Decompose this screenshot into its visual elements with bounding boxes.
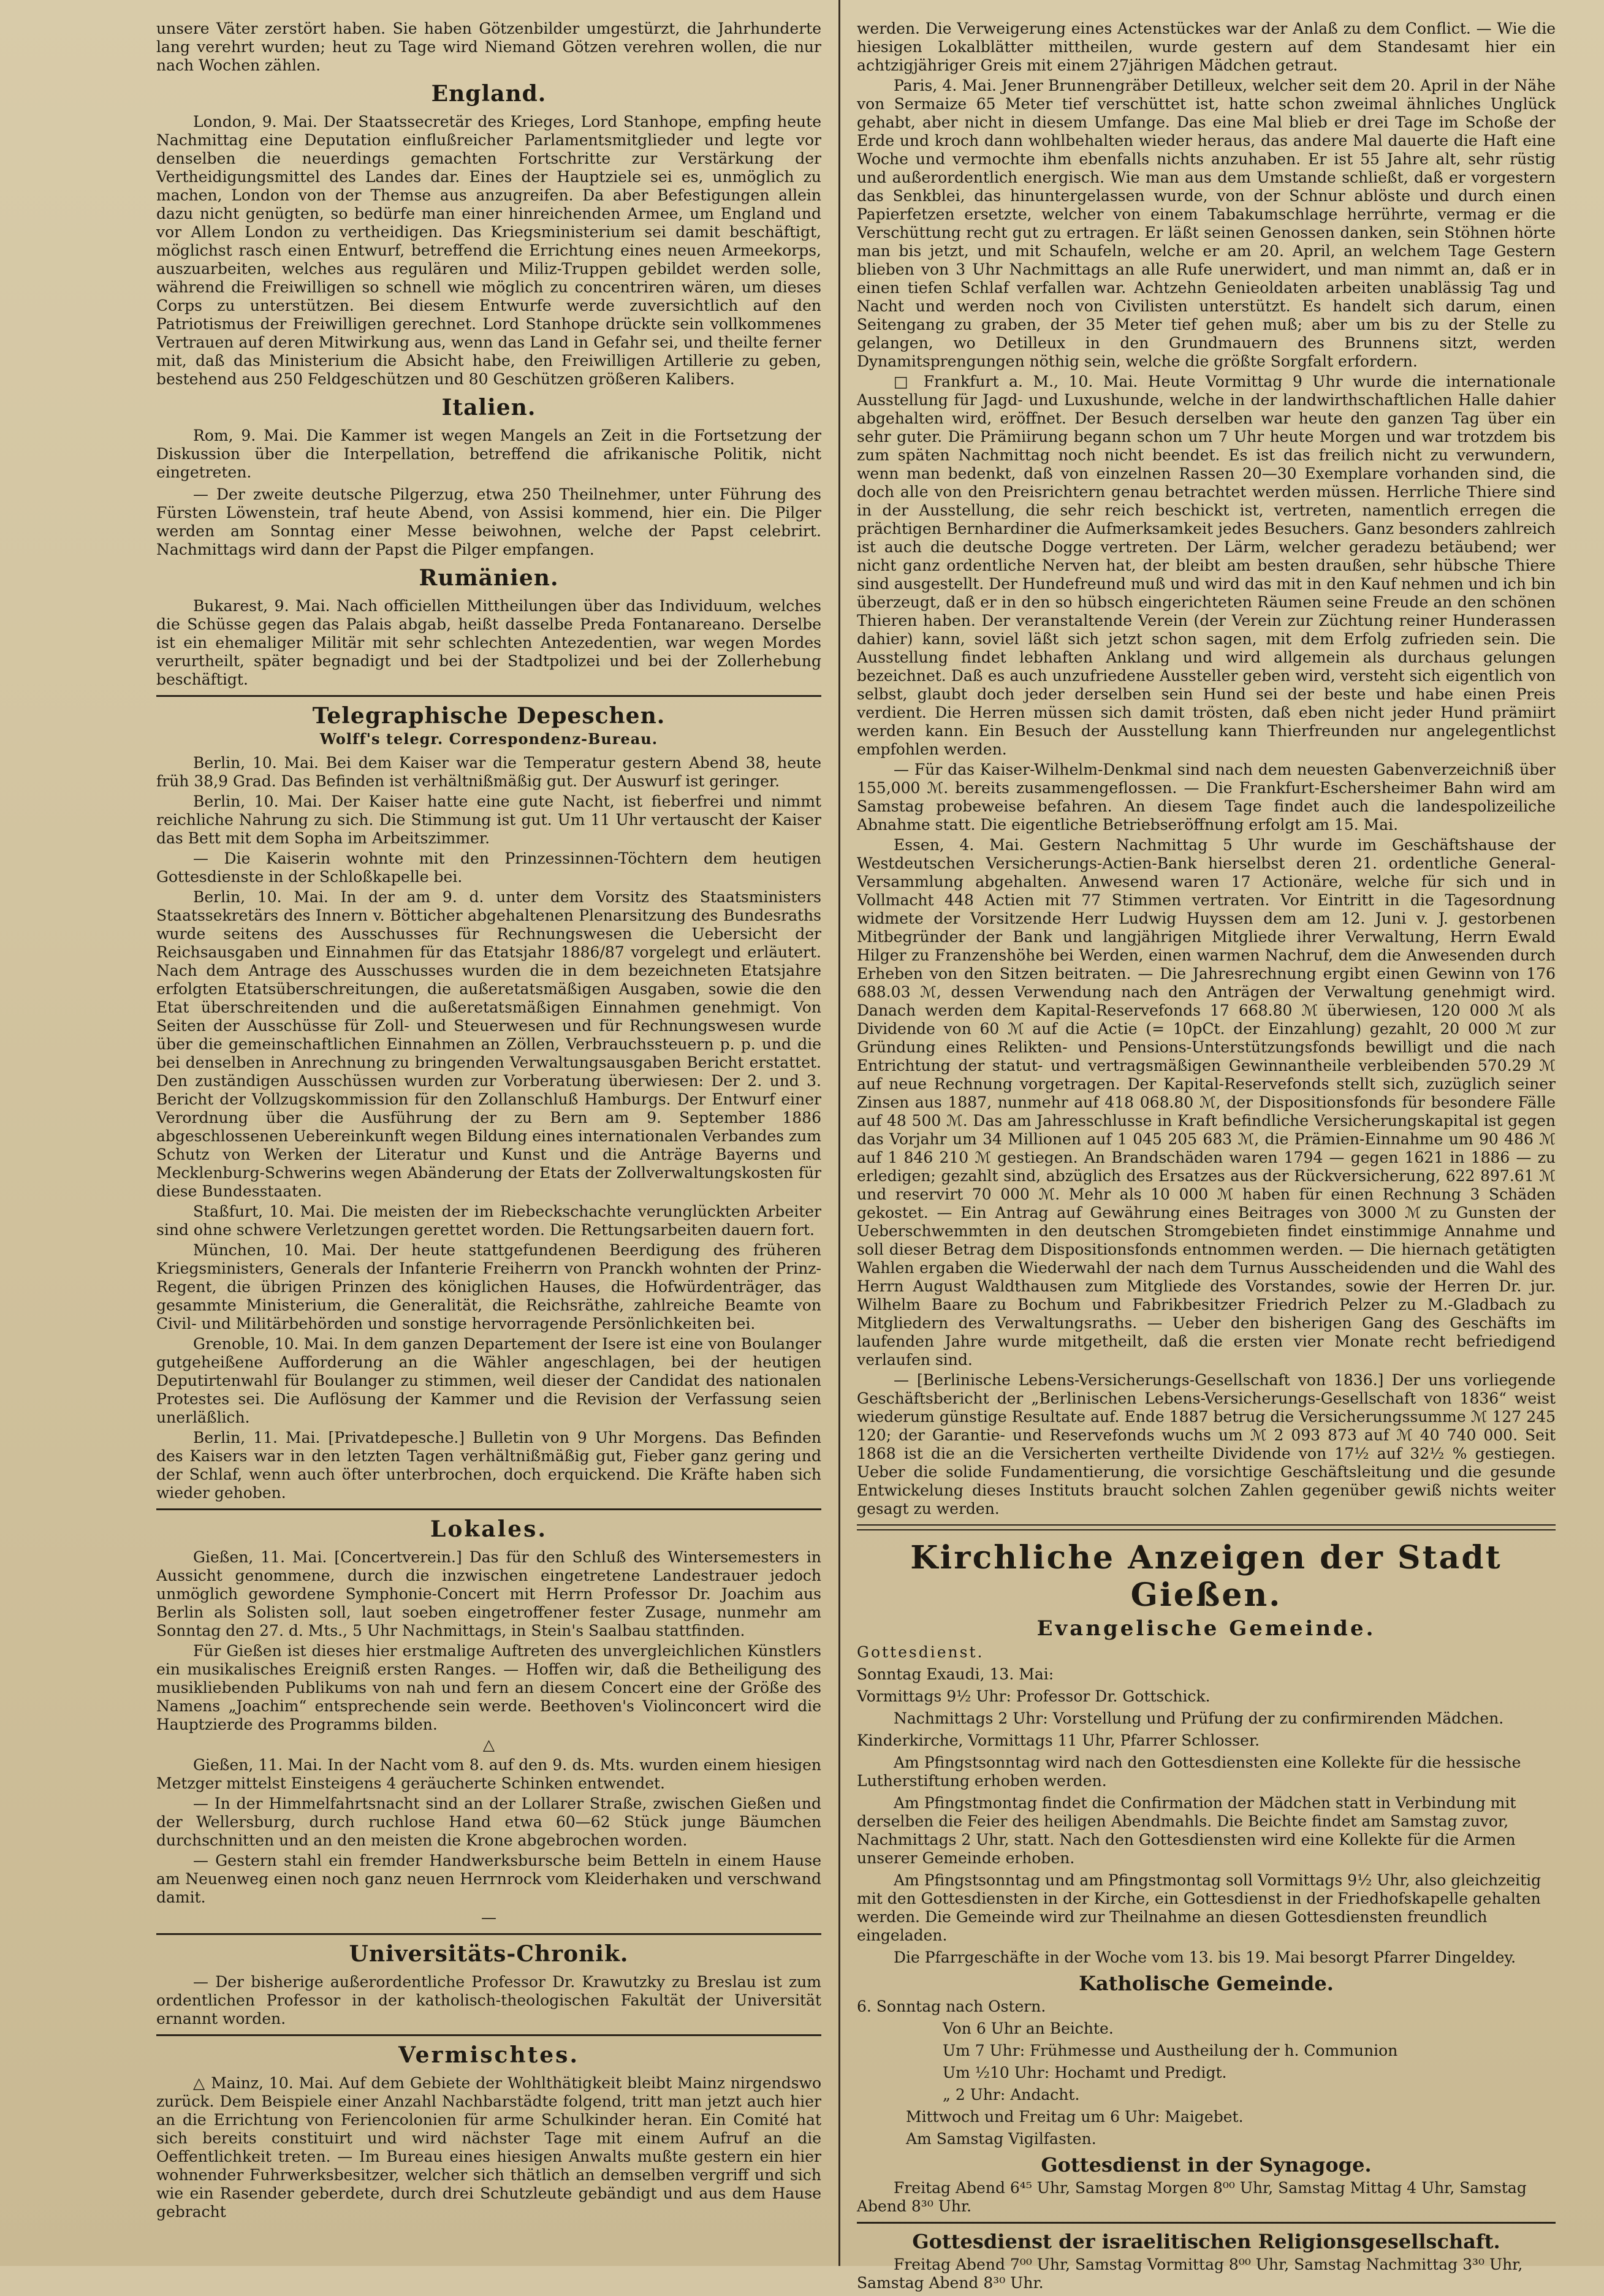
local-article-3: Gießen, 11. Mai. In der Nacht vom 8. auf den 9. ds. Mts. wurden einem hiesigen Metzger mittelst Einsteigens 4 geräucherte Schinken entwendet.: [156, 1756, 821, 1792]
article-denkmal: — Für das Kaiser-Wilhelm-Denkmal sind nach dem neuesten Gabenverzeichniß über 155,000 ℳ. bereits zusammengeflossen. — Die Frankfurt-Eschersheimer Bahn wird am Samstag probeweise befahren. An diesem Tage findet auch die landespolizeiliche Abnahme statt. Die eigentliche Betriebseröffnung erfolgt am 15. Mai.: [857, 761, 1556, 834]
continued-text: werden. Die Verweigerung eines Actenstückes war der Anlaß zu dem Conflict. — Wie die hiesigen Lokalblätter mittheilen, wurde gestern auf dem Standesamt hier ein achtzigjähriger Greis mit einem 27jährigen Mädchen getraut.: [857, 20, 1556, 74]
end-dash: —: [481, 1909, 496, 1926]
kath-line-2: Um 7 Uhr: Frühmesse und Austheilung der h. Communion: [943, 2042, 1398, 2059]
intro-text: unsere Väter zerstört haben. Sie haben Götzenbilder umgestürzt, die Jahrhunderte lang verehrt wurden; heut zu Tage wird Niemand Götzen verehren wollen, die nur nach Wochen zählen.: [156, 20, 821, 74]
telegram-3: — Die Kaiserin wohnte mit den Prinzessinnen-Töchtern dem heutigen Gottesdienste in der Schloßkapelle bei.: [156, 850, 821, 886]
column-divider: [838, 0, 840, 2266]
article-mainz: △ Mainz, 10. Mai. Auf dem Gebiete der Wohlthätigkeit bleibt Mainz nirgendswo zurück. Dem Beispiele einer Anzahl Nachbarstädte folgend, tritt man jetzt auch hier an die Errichtung von Feriencolonien für arme Schulkinder heran. Ein Comité hat sich bereits constituirt und wird nächster Tage mit einem Aufruf an die Oeffentlichkeit treten. — Im Bureau eines hiesigen Anwalts mußte gestern ein hier wohnender Fuhrwerksbesitzer, welcher sich thätlich an demselben vergriff und sich wie ein Rasender geberdete, durch drei Schutzleute gebändigt und aus dem Hause gebracht: [156, 2074, 821, 2221]
kath-line-0: 6. Sonntag nach Ostern.: [857, 1998, 1046, 2015]
local-article-4: — In der Himmelfahrtsnacht sind an der Lollarer Straße, zwischen Gießen und der Wellersburg, durch ruchlose Hand etwa 60—62 Stück junge Bäumchen durchschnitten und an den meisten die Krone abgebrochen worden.: [156, 1795, 821, 1849]
evangelische-heading: Evangelische Gemeinde.: [1036, 1616, 1376, 1641]
divider: [156, 1933, 821, 1935]
telegram-4: Berlin, 10. Mai. In der am 9. d. unter dem Vorsitz des Staatsministers Staatssekretärs des Innern v. Bötticher abgehaltenen Plenarsitzung des Bundesraths wurde seitens des Ausschusses für Rechnungswesen die Uebersicht der Reichsausgaben und Einnahmen für das Etatsjahr 1886/87 vorgelegt und erläutert. Nach dem Antrage des Ausschusses wurden die in dem bezeichneten Etatsjahre erfolgten Etatsüberschreitungen, die außeretatsmäßigen Ausgaben, sowie die den Etat überschreitenden und die außeretatsmäßigen Einnahmen genehmigt. Von Seiten der Ausschüsse für Zoll- und Steuerwesen und für Rechnungswesen wurde über die gemeinschaftlichen Einnahmen an Zöllen, Verbrauchssteuern p. p. und die bei denselben in Anrechnung zu bringenden Verwaltungsausgaben Bericht erstattet. Den zuständigen Ausschüssen wurden zur Vorberatung überwiesen: Der 2. und 3. Bericht der Vollzugskommission für den Zollanschluß Hamburgs. Der Entwurf einer Verordnung über die Ausführung der zu Bern am 9. September 1886 abgeschlossenen Uebereinkunft wegen Bildung eines internationalen Verbandes zum Schutz von Werken der Literatur und Kunst und die Anträge Bayerns und Mecklenburg-Schwerins wegen Abänderung der Etats der Zollverwaltungskosten für diese Bundesstaaten.: [156, 888, 821, 1200]
university-note: — Der bisherige außerordentliche Professor Dr. Krawutzky zu Breslau ist zum ordentlichen Professor in der katholisch-theologischen Fakultät der Universität ernannt worden.: [156, 1973, 821, 2028]
local-article-2: Für Gießen ist dieses hier erstmalige Auftreten des unvergleichlichen Künstlers ein musikalisches Ereigniß ersten Ranges. — Hoffen wir, daß die Betheiligung des musikliebenden Publikums von nah und fern an diesem Concert eine der Größe des Namens „Joachim“ entsprechende sein werde. Beethoven's Violinconcert wird die Hauptzierde des Programms bilden.: [156, 1642, 821, 1733]
gottesdienst-label: Gottesdienst.: [857, 1643, 984, 1661]
right-column: [857, 0, 1556, 2296]
telegraph-subheading: Wolff's telegr. Correspondenz-Bureau.: [319, 730, 658, 748]
israelitische-heading: Gottesdienst der israelitischen Religionsgesellschaft.: [912, 2230, 1500, 2253]
telegram-2: Berlin, 10. Mai. Der Kaiser hatte eine gute Nacht, ist fieberfrei und nimmt reichliche Nahrung zu sich. Die Stimmung ist gut. Um 11 Uhr vertauscht der Kaiser das Bett mit dem Sopha im Arbeitszimmer.: [156, 793, 821, 847]
article-berlinische: — [Berlinische Lebens-Versicherungs-Gesellschaft von 1836.] Der uns vorliegende Geschäftsbericht der „Berlinischen Lebens-Versicherungs-Gesellschaft von 1836“ weist wiederum günstige Resultate auf. Ende 1887 betrug die Versicherungssumme ℳ 127 245 120; der Garantie- und Reservefonds wuchs um ℳ 2 093 873 auf ℳ 40 740 000. Seit 1868 ist die an die Versicherten vertheilte Dividende von 17½ auf 32½ % gestiegen. Ueber die solide Fundamentierung, die vorsichtige Geschäftsleitung und die gesunde Entwickelung dieses Instituts braucht solchen Zahlen gegenüber gewiß nichts weiter gesagt zu werden.: [857, 1371, 1556, 1518]
local-article-5: — Gestern stahl ein fremder Handwerksbursche beim Betteln in einem Hause am Neuenweg einen noch ganz neuen Herrnrock vom Kleiderhaken und verschwand damit.: [156, 1852, 821, 1906]
local-article-1: Gießen, 11. Mai. [Concertverein.] Das für den Schluß des Wintersemesters in Aussicht genommene, durch die inzwischen eingetretene Landestrauer jedoch unmöglich gewordene Symphonie-Concert mit Herrn Professor Dr. Joachim aus Berlin als Solisten soll, laut soeben eingetroffener fester Zusage, nunmehr am Sonntag den 27. d. Mts., 5 Uhr Nachmittags, in Stein's Saalbau stattfinden.: [156, 1548, 821, 1640]
telegram-6: München, 10. Mai. Der heute stattgefundenen Beerdigung des früheren Kriegsministers, Generals der Infanterie Freiherrn von Pranckh wohnten der Prinz-Regent, die übrigen Prinzen des königlichen Hauses, die Hofwürdenträger, das gesammte Ministerium, die Generalität, die Reichsräthe, zahlreiche Beamte von Civil- und Militärbehörden und sonstige hervorragende Persönlichkeiten bei.: [156, 1241, 821, 1332]
kath-line-1: Von 6 Uhr an Beichte.: [943, 2020, 1114, 2037]
section-heading-rumaenien: Rumänien.: [419, 565, 559, 591]
section-mark: △: [482, 1736, 495, 1754]
divider: [857, 2222, 1556, 2224]
article-rom: Rom, 9. Mai. Die Kammer ist wegen Mangels an Zeit in die Fortsetzung der Diskussion über die Interpellation, betreffend die afrikanische Politik, nicht eingetreten.: [156, 427, 821, 481]
church-heading: Kirchliche Anzeigen der Stadt Gießen.: [910, 1539, 1502, 1614]
section-heading-telegraph: Telegraphische Depeschen.: [312, 703, 666, 729]
katholische-heading: Katholische Gemeinde.: [1079, 1972, 1334, 1995]
kath-line-6: Am Samstag Vigilfasten.: [906, 2130, 1097, 2148]
article-bukarest: Bukarest, 9. Mai. Nach officiellen Mittheilungen über das Individuum, welches die Schüsse gegen das Palais abgab, heißt dasselbe Preda Fontanareano. Derselbe ist ein ehemaliger Militär mit sehr schlechten Antezedentien, war wegen Mordes verurtheilt, später begnadigt und bei der Stadtpolizei und bei der Zollerhebung beschäftigt.: [156, 597, 821, 688]
divider: [156, 1508, 821, 1510]
kath-line-3: Um ½10 Uhr: Hochamt und Predigt.: [943, 2064, 1227, 2081]
divider: [857, 1524, 1556, 1530]
section-heading-universitaet: Universitäts-Chronik.: [349, 1941, 629, 1967]
divider: [156, 2034, 821, 2036]
article-frankfurt: □ Frankfurt a. M., 10. Mai. Heute Vormittag 9 Uhr wurde die internationale Ausstellung für Jagd- und Luxushunde, welche in der landwirthschaftlichen Halle dahier abgehalten wird, eröffnet. Der Besuch derselben war heute den ganzen Tag über ein sehr guter. Die Prämiirung begann schon um 7 Uhr heute Morgen und war trotzdem bis zum späten Nachmittag noch nicht beendet. Es ist das freilich nicht zu verwundern, wenn man bedenkt, daß von einzelnen Rassen 20—30 Exemplare vorhanden sind, die doch alle von den Preisrichtern genau betrachtet werden müssen. Herrliche Thiere sind in der Ausstellung, die sehr reich beschickt ist, vertreten, namentlich erregen die prächtigen Bernhardiner die Aufmerksamkeit jedes Besuchers. Ganz besonders zahlreich ist auch die deutsche Dogge vertreten. Der Lärm, welcher geradezu betäubend; wer nicht ganz ordentliche Nerven hat, der bleibt am besten draußen, sehr hübsche Thiere sind ausgestellt. Der Hundefreund muß und wird das mit in den Kauf nehmen und ich bin überzeugt, daß er in den so hübsch eingerichteten Räumen seine Freude an den schönen Thieren haben. Der veranstaltende Verein (der Verein zur Züchtung reiner Hunderassen dahier) kann, soviel läßt sich jetzt schon sagen, mit dem Erfolg zufrieden sein. Die Ausstellung findet lebhaften Anklang und wird allgemein als durchaus gelungen bezeichnet. Daß es auch unzufriedene Aussteller geben wird, versteht sich eigentlich von selbst, glaubt doch jeder derselben sein Hund sei der beste und habe einen Preis verdient. Die Herren müssen sich damit trösten, daß eben nicht jeder Hund prämiirt werden kann. Ein Besuch der Ausstellung kann Thierfreunden nur angelegentlichst empfohlen werden.: [857, 373, 1556, 758]
telegram-1: Berlin, 10. Mai. Bei dem Kaiser war die Temperatur gestern Abend 38, heute früh 38,9 Grad. Das Befinden ist verhältnißmäßig gut. Der Auswurf ist geringer.: [156, 754, 821, 790]
sunday-label: Sonntag Exaudi, 13. Mai:: [857, 1665, 1054, 1683]
synagoge-heading: Gottesdienst in der Synagoge.: [1041, 2153, 1372, 2176]
synagoge-times: Freitag Abend 6⁴⁵ Uhr, Samstag Morgen 8⁰⁰ Uhr, Samstag Mittag 4 Uhr, Samstag Abend 8³⁰ Uhr.: [857, 2179, 1527, 2215]
service-3: Kinderkirche, Vormittags 11 Uhr, Pfarrer Schlosser.: [857, 1732, 1260, 1749]
article-paris: Paris, 4. Mai. Jener Brunnengräber Detilleux, welcher seit dem 20. April in der Nähe von Sermaize 65 Meter tief verschüttet ist, hatte schon zweimal ähnliches Unglück gehabt, aber nicht in diesem Umfange. Das eine Mal blieb er drei Tage im Schoße der Erde und kroch dann wohlbehalten wieder heraus, das andere Mal dauerte die Haft eine Woche und vermochte ihm ebenfalls nichts anzuhaben. Er ist 55 Jahre alt, sehr rüstig und außerordentlich energisch. Wie man aus dem Umstande schließt, daß er vorgestern das Senkblei, das hinuntergelassen wurde, von der Schnur ablöste und durch einen Papierfetzen ersetzte, welcher von einem Tabakumschlage herrührte, vermag er die Verschüttung recht gut zu ertragen. Er läßt seinen Genossen danken, sein Stöhnen hörte man bis jetzt, und mit Schaufeln, welche er am 20. April, an welchem Tage Gestern blieben von 3 Uhr Nachmittags an alle Rufe unerwidert, und man nimmt an, daß er in einen tiefen Schlaf verfallen war. Achtzehn Genieoldaten arbeiten unablässig Tag und Nacht und werden noch von Civilisten unterstützt. Es handelt sich darum, einen Seitengang zu graben, der 35 Meter tief gehen muß; aber um bis zu der Stelle zu gelangen, wo Detilleux in den Grundmauern des Brunnens sitzt, werden Dynamitsprengungen nöthig sein, welche die größte Sorgfalt erfordern.: [857, 77, 1556, 370]
kath-line-5: Mittwoch und Freitag um 6 Uhr: Maigebet.: [906, 2108, 1244, 2126]
service-5: Am Pfingstmontag findet die Confirmation der Mädchen statt in Verbindung mit derselben die Feier des heiligen Abendmahls. Die Beichte findet am Samstag zuvor, Nachmittags 2 Uhr, statt. Nach den Gottesdiensten wird eine Kollekte für die Armen unserer Gemeinde erhoben.: [857, 1794, 1516, 1867]
section-heading-vermischtes: Vermischtes.: [398, 2042, 579, 2068]
service-1: Vormittags 9½ Uhr: Professor Dr. Gottschick.: [857, 1687, 1211, 1705]
service-4: Am Pfingstsonntag wird nach den Gottesdiensten eine Kollekte für die hessische Lutherstiftung erhoben werden.: [857, 1754, 1521, 1790]
telegram-5: Staßfurt, 10. Mai. Die meisten der im Riebeckschachte verunglückten Arbeiter sind ohne schwere Verletzungen gerettet worden. Die Rettungsarbeiten dauern fort.: [156, 1203, 821, 1239]
article-pilgerzug: — Der zweite deutsche Pilgerzug, etwa 250 Theilnehmer, unter Führung des Fürsten Löwenstein, traf heute Abend, von Assisi kommend, hier ein. Die Pilger werden am Sonntag einer Messe beiwohnen, welche der Papst celebrirt. Nachmittags wird dann der Papst die Pilger empfangen.: [156, 485, 821, 558]
telegram-8: Berlin, 11. Mai. [Privatdepesche.] Bulletin von 9 Uhr Morgens. Das Befinden des Kaisers war in den letzten Tagen verhältnißmäßig gut, Fieber ganz gering und der Schlaf, wenn auch öfter unterbrochen, doch erquickend. Die Kräfte haben sich wieder gehoben.: [156, 1429, 821, 1502]
section-heading-italien: Italien.: [441, 395, 536, 420]
left-column: [156, 0, 821, 2225]
service-7: Die Pfarrgeschäfte in der Woche vom 13. bis 19. Mai besorgt Pfarrer Dingeldey.: [894, 1948, 1516, 1966]
divider: [156, 695, 821, 697]
article-essen: Essen, 4. Mai. Gestern Nachmittag 5 Uhr wurde im Geschäftshause der Westdeutschen Versicherungs-Actien-Bank hierselbst deren 21. ordentliche General-Versammlung abgehalten. Anwesend waren 17 Actionäre, welche für sich und in Vollmacht 448 Actien mit 77 Stimmen vertraten. Vor Eintritt in die Tagesordnung widmete der Vorsitzende Herr Ludwig Huyssen dem am 12. Juni v. J. gestorbenen Mitbegründer der Bank und langjährigen Mitgliede ihrer Verwaltung, Herrn Ewald Hilger zu Franzenshöhe bei Werden, einen warmen Nachruf, dem die Anwesenden durch Erheben von den Sitzen beitraten. — Die Jahresrechnung ergibt einen Gewinn von 176 688.03 ℳ, dessen Verwendung nach den Anträgen der Verwaltung genehmigt wird. Danach werden dem Kapital-Reservefonds 17 668.80 ℳ überwiesen, 120 000 ℳ als Dividende von 60 ℳ auf die Actie (= 10pCt. der Einzahlung) gezahlt, 20 000 ℳ zur Gründung eines Relikten- und Pensions-Unterstützungsfonds bewilligt und die nach Entrichtung der statut- und vertragsmäßigen Gewinnantheile verbleibenden 570.29 ℳ auf neue Rechnung vorgetragen. Der Kapital-Reservefonds stellt sich, zuzüglich seiner Zinsen aus 1887, nunmehr auf 418 068.80 ℳ, der Dispositionsfonds für besondere Fälle auf 48 500 ℳ. Das am Jahresschlusse in Kraft befindliche Versicherungskapital ist gegen das Vorjahr um 34 Millionen auf 1 045 205 683 ℳ, die Prämien-Einnahme um 90 486 ℳ auf 1 846 210 ℳ gestiegen. An Brandschäden waren 1794 — gegen 1621 in 1886 — zu erledigen; gezahlt sind, abzüglich des Ersatzes aus der Rückversicherung, 622 897.61 ℳ und reservirt 70 000 ℳ. Mehr als 10 000 ℳ haben für einen Rechnung 3 Schäden gekostet. — Ein Antrag auf Gewährung eines Beitrages von 3000 ℳ zu Gunsten der Ueberschwemmten in den deutschen Stromgebieten findet einstimmige Annahme und soll dieser Betrag dem Dispositionsfonds entnommen werden. — Die hiernach getätigten Wahlen ergaben die Wiederwahl der nach dem Turnus Ausscheidenden und die Wahl des Herrn August Waldthausen zum Mitgliede des Vorstandes, sowie der Herren Dr. jur. Wilhelm Baare zu Bochum und Fabrikbesitzer Friedrich Pelzer zu M.-Gladbach zu Mitgliedern des Verwaltungsraths. — Ueber den bisherigen Gang des Geschäfts im laufenden Jahre wurde mitgetheilt, daß die ersten vier Monate recht befriedigend verlaufen sind.: [857, 836, 1556, 1369]
service-2: Nachmittags 2 Uhr: Vorstellung und Prüfung der zu confirmirenden Mädchen.: [894, 1709, 1504, 1727]
kath-line-4: „ 2 Uhr: Andacht.: [943, 2086, 1080, 2104]
section-heading-england: England.: [431, 81, 547, 107]
service-6: Am Pfingstsonntag und am Pfingstmontag soll Vormittags 9½ Uhr, also gleichzeitig mit den Gottesdiensten in der Kirche, ein Gottesdienst in der Friedhofskapelle gehalten werden. Die Gemeinde wird zur Theilnahme an diesen Gottesdiensten freundlich eingeladen.: [857, 1871, 1541, 1944]
article-london: London, 9. Mai. Der Staatssecretär des Krieges, Lord Stanhope, empfing heute Nachmittag eine Deputation einflußreicher Parlamentsmitglieder und legte vor denselben die neuerdings gemachten Fortschritte zur Verstärkung der Vertheidigungsmittel des Landes dar. Eines der Hauptziele sei es, unmöglich zu machen, London von der Themse aus anzugreifen. Da aber Befestigungen allein dazu nicht genügten, so bedürfe man einer hinreichenden Armee, um England und vor Allem London zu vertheidigen. Das Kriegsministerium sei damit beschäftigt, möglichst rasch einen Entwurf, betreffend die Errichtung eines neuen Armeekorps, auszuarbeiten, welches aus regulären und Miliz-Truppen gebildet werden solle, während die Freiwilligen so schnell wie möglich zu concentriren wären, um dieses Corps zu unterstützen. Bei diesem Entwurfe werde zuversichtlich auf den Patriotismus der Freiwilligen gerechnet. Lord Stanhope drückte sein vollkommenes Vertrauen auf deren Mitwirkung aus, wenn das Land in Gefahr sei, und theilte ferner mit, daß das Ministerium die Absicht habe, den Freiwilligen Artillerie zu geben, bestehend aus 250 Feldgeschützen und 80 Geschützen größeren Kalibers.: [156, 113, 821, 388]
telegram-7: Grenoble, 10. Mai. In dem ganzen Departement der Isere ist eine von Boulanger gutgeheißene Aufforderung an die Wähler angeschlagen, bei der heutigen Deputirtenwahl für Boulanger zu stimmen, weil dieser der Candidat des nationalen Protestes sei. Die Auflösung der Kammer und die Revision der Verfassung seien unerläßlich.: [156, 1335, 821, 1426]
israelitische-times: Freitag Abend 7⁰⁰ Uhr, Samstag Vormittag 8⁰⁰ Uhr, Samstag Nachmittag 3³⁰ Uhr, Samstag Abend 8³⁰ Uhr.: [857, 2256, 1523, 2292]
section-heading-lokales: Lokales.: [430, 1516, 547, 1542]
